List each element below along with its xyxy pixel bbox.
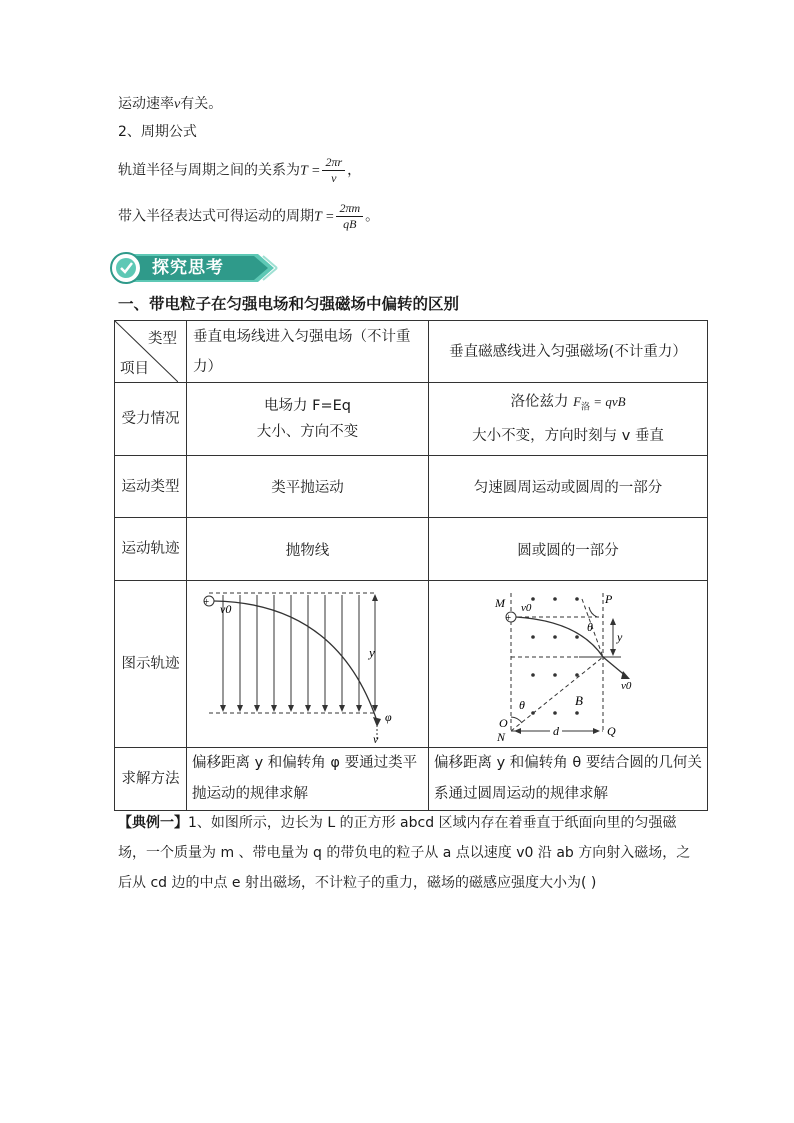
row-label-motion-type: 运动类型 [115, 456, 187, 518]
cell-electric-trajectory: 抛物线 [187, 518, 429, 581]
heading-period-formula: 2、周期公式 [118, 124, 197, 140]
label-B: B [575, 693, 583, 708]
fraction-2pim-over-qb: $\frac{2\pi m}{qB}$ [336, 201, 363, 232]
example-tag: 【典例一】 [118, 815, 188, 831]
label-M: M [495, 596, 505, 610]
table-header-row [115, 321, 708, 383]
label-y: y [617, 630, 623, 644]
header-type-label: 类型 [148, 331, 177, 347]
row-label-trajectory: 运动轨迹 [115, 518, 187, 581]
label-v0-out: v0 [621, 680, 632, 692]
label-v0: v0 [220, 602, 232, 616]
label-theta-bottom: θ [519, 698, 525, 712]
particle-plus-icon: + [203, 597, 210, 608]
label-d: d [553, 724, 559, 738]
label-y: y [369, 645, 375, 660]
label-N: N [497, 730, 506, 744]
electric-field-diagram [187, 581, 416, 747]
banner-label: 探究思考 [152, 258, 224, 278]
magnetic-field-diagram [429, 581, 697, 747]
label-v0-top: v0 [521, 602, 532, 614]
label-v: v [373, 732, 379, 746]
header-diagonal-cell [115, 321, 187, 383]
cell-magnetic-solution: 偏移距离 y 和偏转角 θ 要结合圆的几何关系通过圆周运动的规律求解 [429, 748, 708, 811]
label-theta-top: θ [587, 620, 593, 634]
banner-check-icon [116, 258, 136, 278]
table-row [115, 518, 708, 581]
header-electric-field: 垂直电场线进入匀强电场（不计重力） [187, 321, 429, 383]
table-row [115, 383, 708, 456]
comparison-table [114, 320, 708, 811]
label-Q: Q [607, 724, 616, 738]
header-item-label: 项目 [120, 361, 149, 377]
fraction-2pir-over-v: $\frac{2\pi r}{v}$ [322, 155, 345, 186]
row-label-force: 受力情况 [115, 383, 187, 456]
cell-electric-force: 电场力 F=Eq 大小、方向不变 [187, 383, 429, 456]
intro-line-period-relation: 轨道半径与周期之间的关系为T = $\frac{2\pi r}{v}$ ， [118, 155, 362, 185]
example-problem [118, 808, 693, 898]
table-row [115, 581, 708, 748]
table-row [115, 456, 708, 518]
cell-magnetic-trajectory: 圆或圆的一部分 [429, 518, 708, 581]
intro-line-period-result: 带入半径表达式可得运动的周期T = $\frac{2\pi m}{qB}$ 。 [118, 201, 380, 231]
label-O: O [499, 716, 508, 730]
parabola-trajectory [214, 601, 377, 721]
cell-magnetic-motion-type: 匀速圆周运动或圆周的一部分 [429, 456, 708, 518]
section-title: 一、带电粒子在匀强电场和匀强磁场中偏转的区别 [118, 295, 460, 313]
cell-lorentz-force: 洛伦兹力 $F_洛$ = qvB 大小不变，方向时刻与 v 垂直 [429, 383, 708, 456]
header-magnetic-field: 垂直磁感线进入匀强磁场(不计重力） [429, 321, 708, 383]
row-label-diagram: 图示轨迹 [115, 581, 187, 748]
cell-magnetic-diagram [429, 581, 708, 748]
label-phi: φ [385, 710, 392, 724]
table-row [115, 748, 708, 811]
cell-electric-solution: 偏移距离 y 和偏转角 φ 要通过类平抛运动的规律求解 [187, 748, 429, 811]
cell-electric-motion-type: 类平抛运动 [187, 456, 429, 518]
cell-electric-diagram [187, 581, 429, 748]
row-label-solution: 求解方法 [115, 748, 187, 811]
intro-line-1: 运动速率v有关。 [118, 96, 223, 112]
label-P: P [605, 592, 613, 606]
field-dots [531, 597, 579, 715]
particle-plus-icon: + [505, 613, 512, 624]
example-text: 1、如图所示，边长为 L 的正方形 abcd 区域内存在着垂直于纸面向里的匀强磁场，一个质量为 m 、带电量为 q 的带负电的粒子从 a 点以速度 v0 沿 ab 方向射入磁场，之后从 cd 边的中点 e 射出磁场，不计粒子的重力，磁场的磁感应强度大小为( ) [118, 815, 691, 891]
